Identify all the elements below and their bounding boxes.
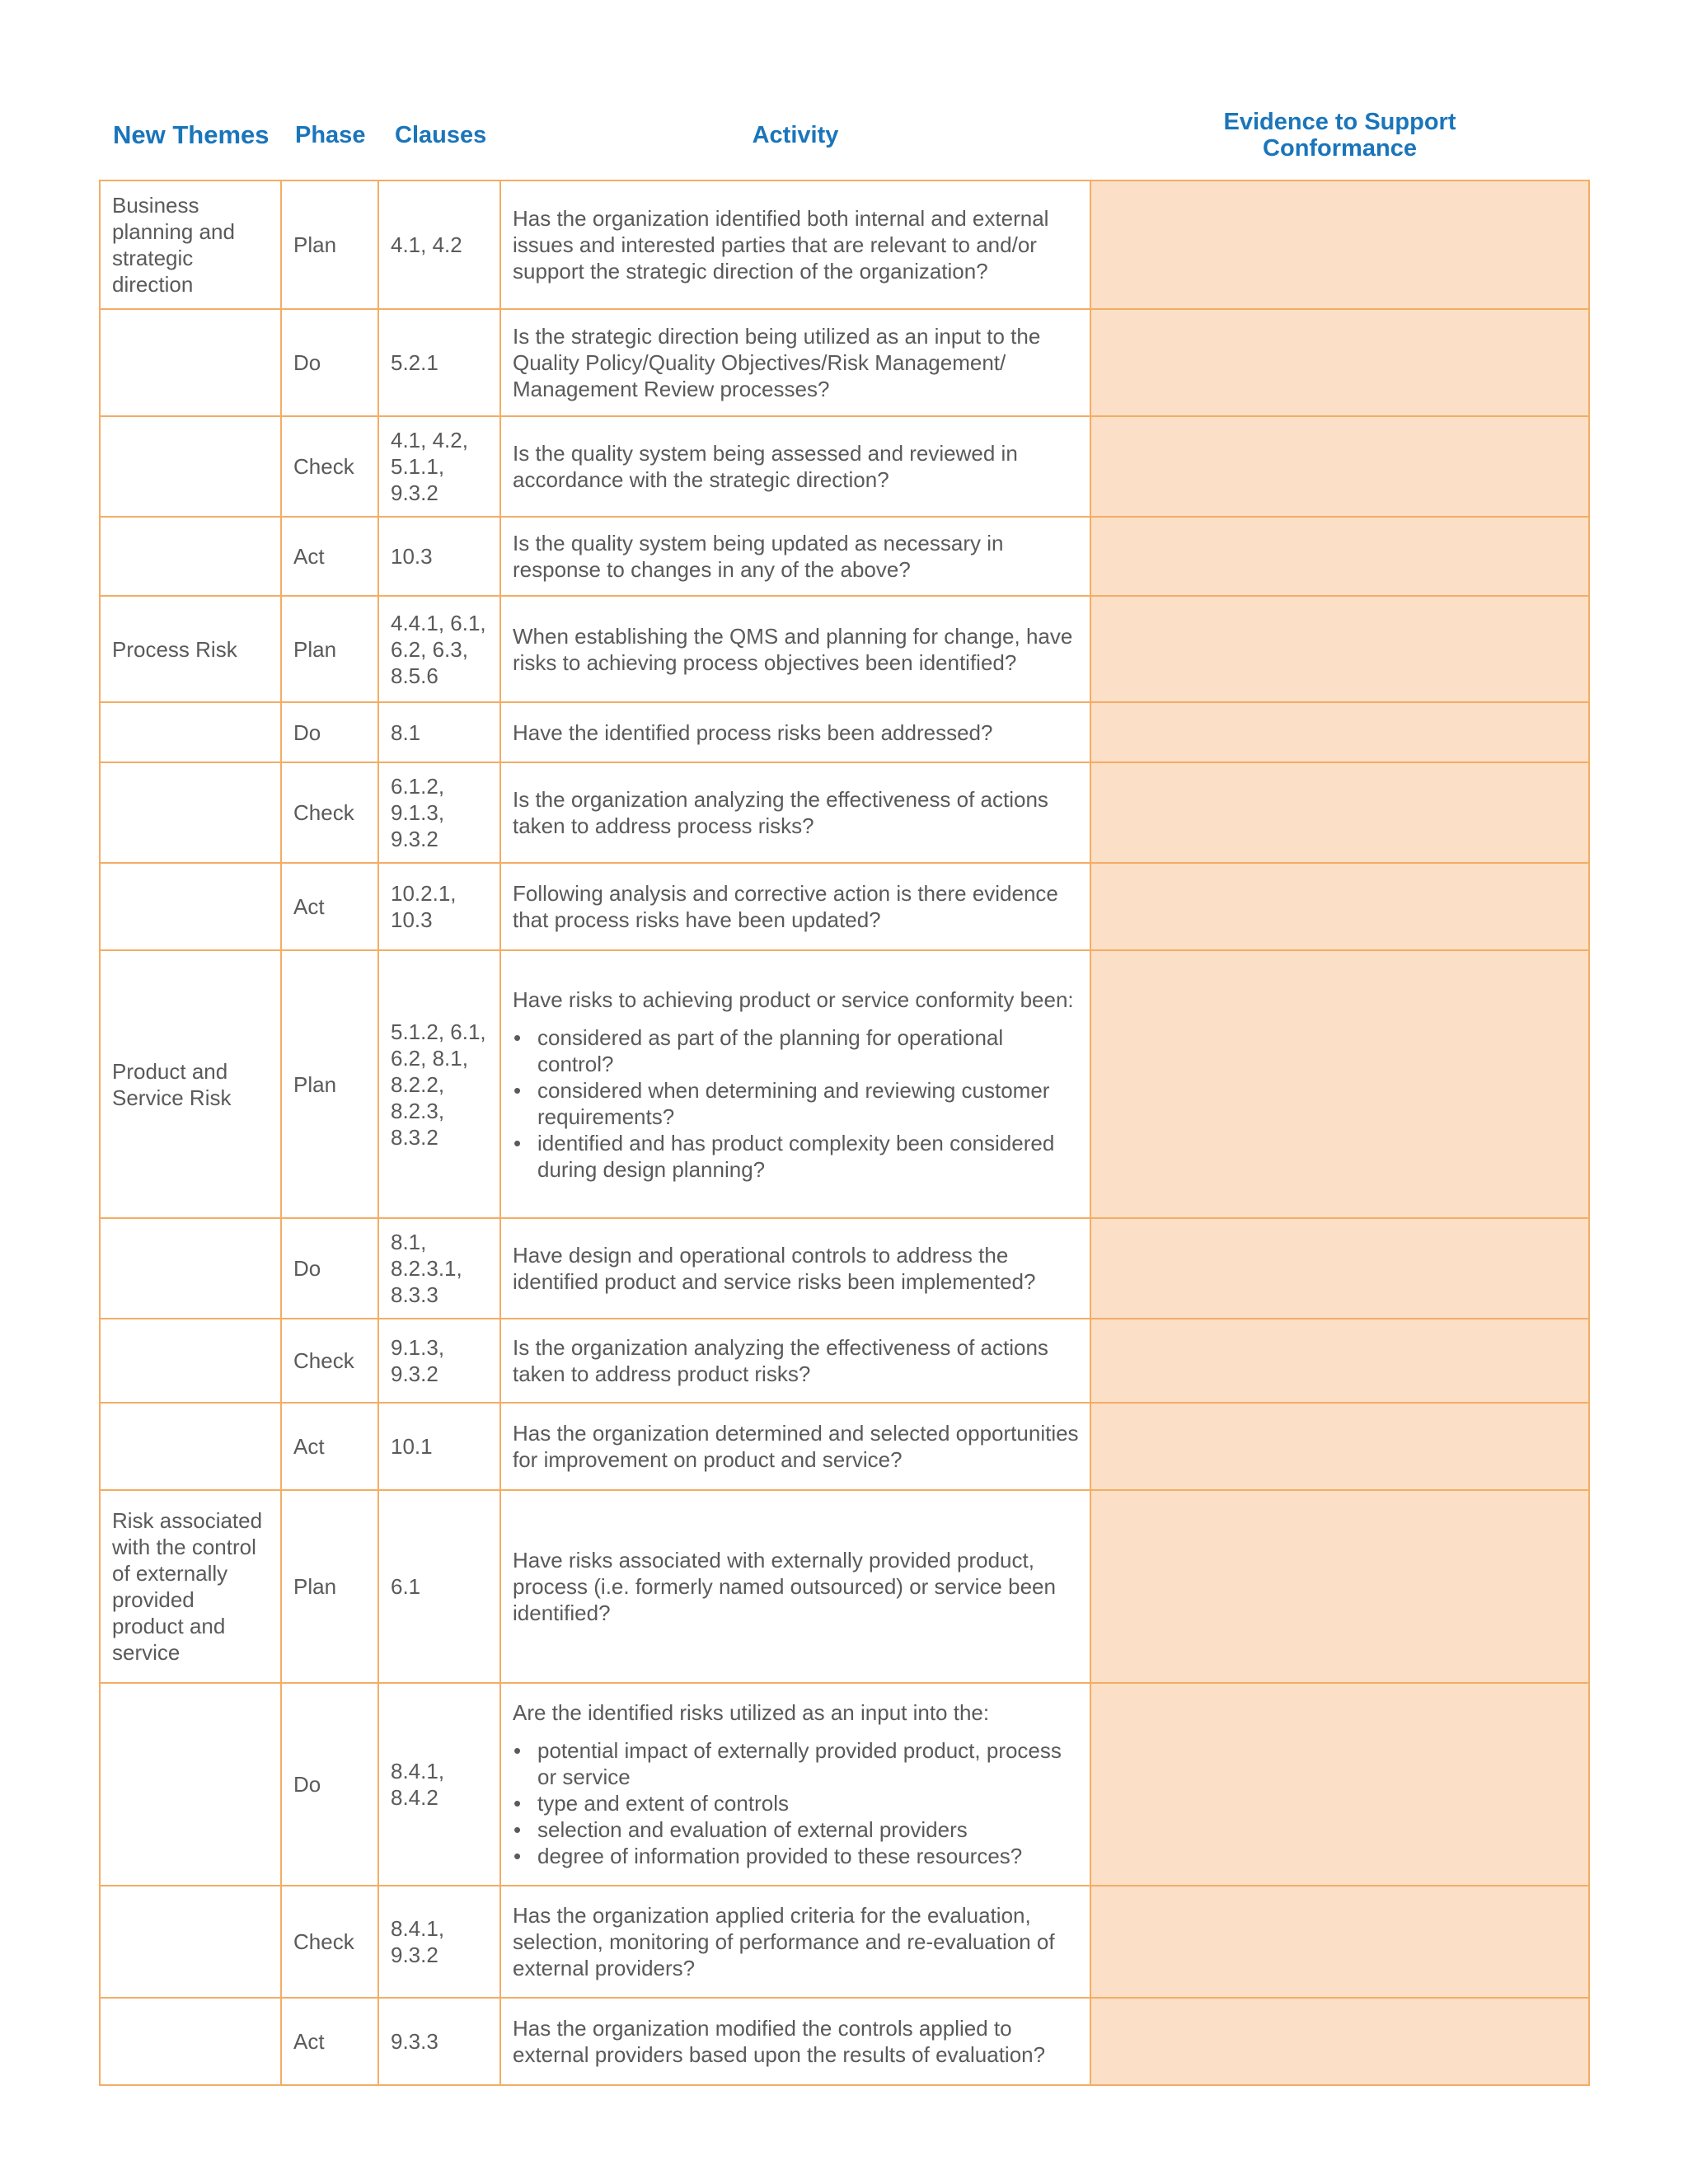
activity-cell <box>500 950 1090 1218</box>
phase-cell: Check <box>281 416 378 517</box>
activity-question: Have design and operational controls to address the identified product and service risks been implemented? <box>513 1243 1036 1294</box>
activity-question: Following analysis and corrective action is there evidence that process risks have been updated? <box>513 881 1058 932</box>
evidence-cell <box>1090 180 1589 309</box>
table-row <box>100 1998 1589 2085</box>
evidence-cell <box>1090 950 1589 1218</box>
clauses-cell: 4.4.1, 6.1, 6.2, 6.3, 8.5.6 <box>378 596 500 702</box>
activity-cell <box>500 863 1090 950</box>
table-row <box>100 596 1589 702</box>
activity-bullet-item: • selection and evaluation of external providers <box>537 1816 1081 1843</box>
theme-cell <box>100 1683 281 1886</box>
phase-cell: Check <box>281 762 378 863</box>
clauses-cell: 10.1 <box>378 1403 500 1490</box>
activity-question: Has the organization identified both internal and external issues and interested parties that are relevant to and/or support the strategic direction of the organization? <box>513 206 1049 284</box>
evidence-cell <box>1090 1218 1589 1319</box>
evidence-cell <box>1090 309 1589 416</box>
theme-cell <box>100 702 281 762</box>
phase-cell: Act <box>281 517 378 596</box>
activity-question: Have risks to achieving product or service conformity been: <box>513 987 1074 1012</box>
activity-question: Is the organization analyzing the effectiveness of actions taken to address process risks? <box>513 787 1048 838</box>
phase-cell: Plan <box>281 950 378 1218</box>
clauses-cell: 10.2.1, 10.3 <box>378 863 500 950</box>
phase-cell: Check <box>281 1319 378 1403</box>
activity-question: When establishing the QMS and planning for change, have risks to achieving process objectives been identified? <box>513 623 1073 675</box>
activity-cell <box>500 1998 1090 2085</box>
table-row <box>100 517 1589 596</box>
table-row <box>100 1319 1589 1403</box>
theme-cell <box>100 1886 281 1998</box>
activity-cell <box>500 517 1090 596</box>
table-row <box>100 863 1589 950</box>
activity-cell <box>500 416 1090 517</box>
header-evidence-line1: Evidence to Support <box>1223 109 1456 135</box>
theme-cell <box>100 416 281 517</box>
activity-bullet-item: • degree of information provided to these resources? <box>537 1843 1081 1869</box>
activity-bullet-item: • considered when determining and reviewing customer requirements? <box>537 1077 1081 1130</box>
header-evidence-line2: Conformance <box>1263 135 1417 162</box>
activity-cell <box>500 1490 1090 1683</box>
phase-cell: Do <box>281 1683 378 1886</box>
evidence-cell <box>1090 863 1589 950</box>
theme-cell: Process Risk <box>100 596 281 702</box>
phase-cell: Do <box>281 1218 378 1319</box>
activity-bullet-list <box>513 1024 1081 1183</box>
evidence-cell <box>1090 1683 1589 1886</box>
activity-question: Has the organization determined and selected opportunities for improvement on product and service? <box>513 1421 1079 1472</box>
table-row <box>100 762 1589 863</box>
phase-cell: Act <box>281 1998 378 2085</box>
activity-question: Is the quality system being assessed and reviewed in accordance with the strategic direction? <box>513 441 1018 492</box>
table-row <box>100 1490 1589 1683</box>
activity-question: Has the organization applied criteria for the evaluation, selection, monitoring of performance and re-evaluation of external providers? <box>513 1903 1055 1980</box>
table-row <box>100 1683 1589 1886</box>
phase-cell: Plan <box>281 596 378 702</box>
activity-question: Is the quality system being updated as necessary in response to changes in any of the above? <box>513 531 1004 582</box>
evidence-cell <box>1090 1998 1589 2085</box>
activity-cell <box>500 309 1090 416</box>
theme-cell: Business planning and strategic direction <box>100 180 281 309</box>
activity-bullet-item: • potential impact of externally provided product, process or service <box>537 1737 1081 1790</box>
clauses-cell: 5.2.1 <box>378 309 500 416</box>
phase-cell: Check <box>281 1886 378 1998</box>
table-row <box>100 1886 1589 1998</box>
theme-cell: Product and Service Risk <box>100 950 281 1218</box>
phase-cell: Act <box>281 863 378 950</box>
phase-cell: Plan <box>281 1490 378 1683</box>
evidence-cell <box>1090 1319 1589 1403</box>
evidence-cell <box>1090 1403 1589 1490</box>
clauses-cell: 4.1, 4.2 <box>378 180 500 309</box>
theme-cell <box>100 517 281 596</box>
table-row <box>100 1218 1589 1319</box>
activity-bullet-item: • type and extent of controls <box>537 1790 1081 1816</box>
activity-question: Have risks associated with externally provided product, process (i.e. formerly named outsourced) or service been identified? <box>513 1548 1056 1625</box>
header-clauses: Clauses <box>395 122 487 148</box>
activity-question: Has the organization modified the controls applied to external providers based upon the results of evaluation? <box>513 2016 1046 2067</box>
activity-cell <box>500 596 1090 702</box>
theme-cell <box>100 863 281 950</box>
theme-cell <box>100 762 281 863</box>
theme-cell <box>100 1998 281 2085</box>
header-phase: Phase <box>295 122 366 148</box>
theme-cell <box>100 1319 281 1403</box>
phase-cell: Act <box>281 1403 378 1490</box>
clauses-cell: 8.1 <box>378 702 500 762</box>
table-row <box>100 416 1589 517</box>
activity-question: Is the strategic direction being utilized as an input to the Quality Policy/Quality Objectives/Risk Management/ Management Review processes? <box>513 324 1041 401</box>
activity-question: Are the identified risks utilized as an input into the: <box>513 1700 990 1725</box>
evidence-cell <box>1090 702 1589 762</box>
activity-bullet-item: • considered as part of the planning for operational control? <box>537 1024 1081 1077</box>
activity-cell <box>500 762 1090 863</box>
clauses-cell: 5.1.2, 6.1, 6.2, 8.1, 8.2.2, 8.2.3, 8.3.2 <box>378 950 500 1218</box>
evidence-cell <box>1090 596 1589 702</box>
clauses-cell: 4.1, 4.2, 5.1.1, 9.3.2 <box>378 416 500 517</box>
table-row <box>100 950 1589 1218</box>
clauses-cell: 6.1.2, 9.1.3, 9.3.2 <box>378 762 500 863</box>
clauses-cell: 10.3 <box>378 517 500 596</box>
table-row <box>100 309 1589 416</box>
evidence-cell <box>1090 416 1589 517</box>
activity-bullet-item: • identified and has product complexity been considered during design planning? <box>537 1130 1081 1183</box>
phase-cell: Plan <box>281 180 378 309</box>
clauses-cell: 6.1 <box>378 1490 500 1683</box>
clauses-cell: 9.3.3 <box>378 1998 500 2085</box>
theme-cell <box>100 309 281 416</box>
table-row <box>100 702 1589 762</box>
theme-cell <box>100 1403 281 1490</box>
activity-cell <box>500 1683 1090 1886</box>
activity-cell <box>500 1403 1090 1490</box>
clauses-cell: 8.4.1, 8.4.2 <box>378 1683 500 1886</box>
evidence-cell <box>1090 1490 1589 1683</box>
activity-cell <box>500 1319 1090 1403</box>
evidence-cell <box>1090 762 1589 863</box>
clauses-cell: 9.1.3, 9.3.2 <box>378 1319 500 1403</box>
table-row <box>100 1403 1589 1490</box>
audit-checklist-table <box>99 102 1590 2086</box>
theme-cell: Risk associated with the control of externally provided product and service <box>100 1490 281 1683</box>
table-row <box>100 180 1589 309</box>
evidence-cell <box>1090 517 1589 596</box>
table-header-row <box>100 102 1589 180</box>
activity-bullet-list <box>513 1737 1081 1869</box>
header-new-themes: New Themes <box>113 120 270 149</box>
clauses-cell: 8.1, 8.2.3.1, 8.3.3 <box>378 1218 500 1319</box>
theme-cell <box>100 1218 281 1319</box>
phase-cell: Do <box>281 309 378 416</box>
activity-question: Have the identified process risks been addressed? <box>513 719 993 745</box>
phase-cell: Do <box>281 702 378 762</box>
activity-cell <box>500 702 1090 762</box>
header-evidence <box>1090 102 1589 180</box>
clauses-cell: 8.4.1, 9.3.2 <box>378 1886 500 1998</box>
activity-cell <box>500 1218 1090 1319</box>
evidence-cell <box>1090 1886 1589 1998</box>
header-activity: Activity <box>752 122 839 148</box>
activity-cell <box>500 1886 1090 1998</box>
activity-question: Is the organization analyzing the effectiveness of actions taken to address product risks? <box>513 1335 1048 1386</box>
activity-cell <box>500 180 1090 309</box>
